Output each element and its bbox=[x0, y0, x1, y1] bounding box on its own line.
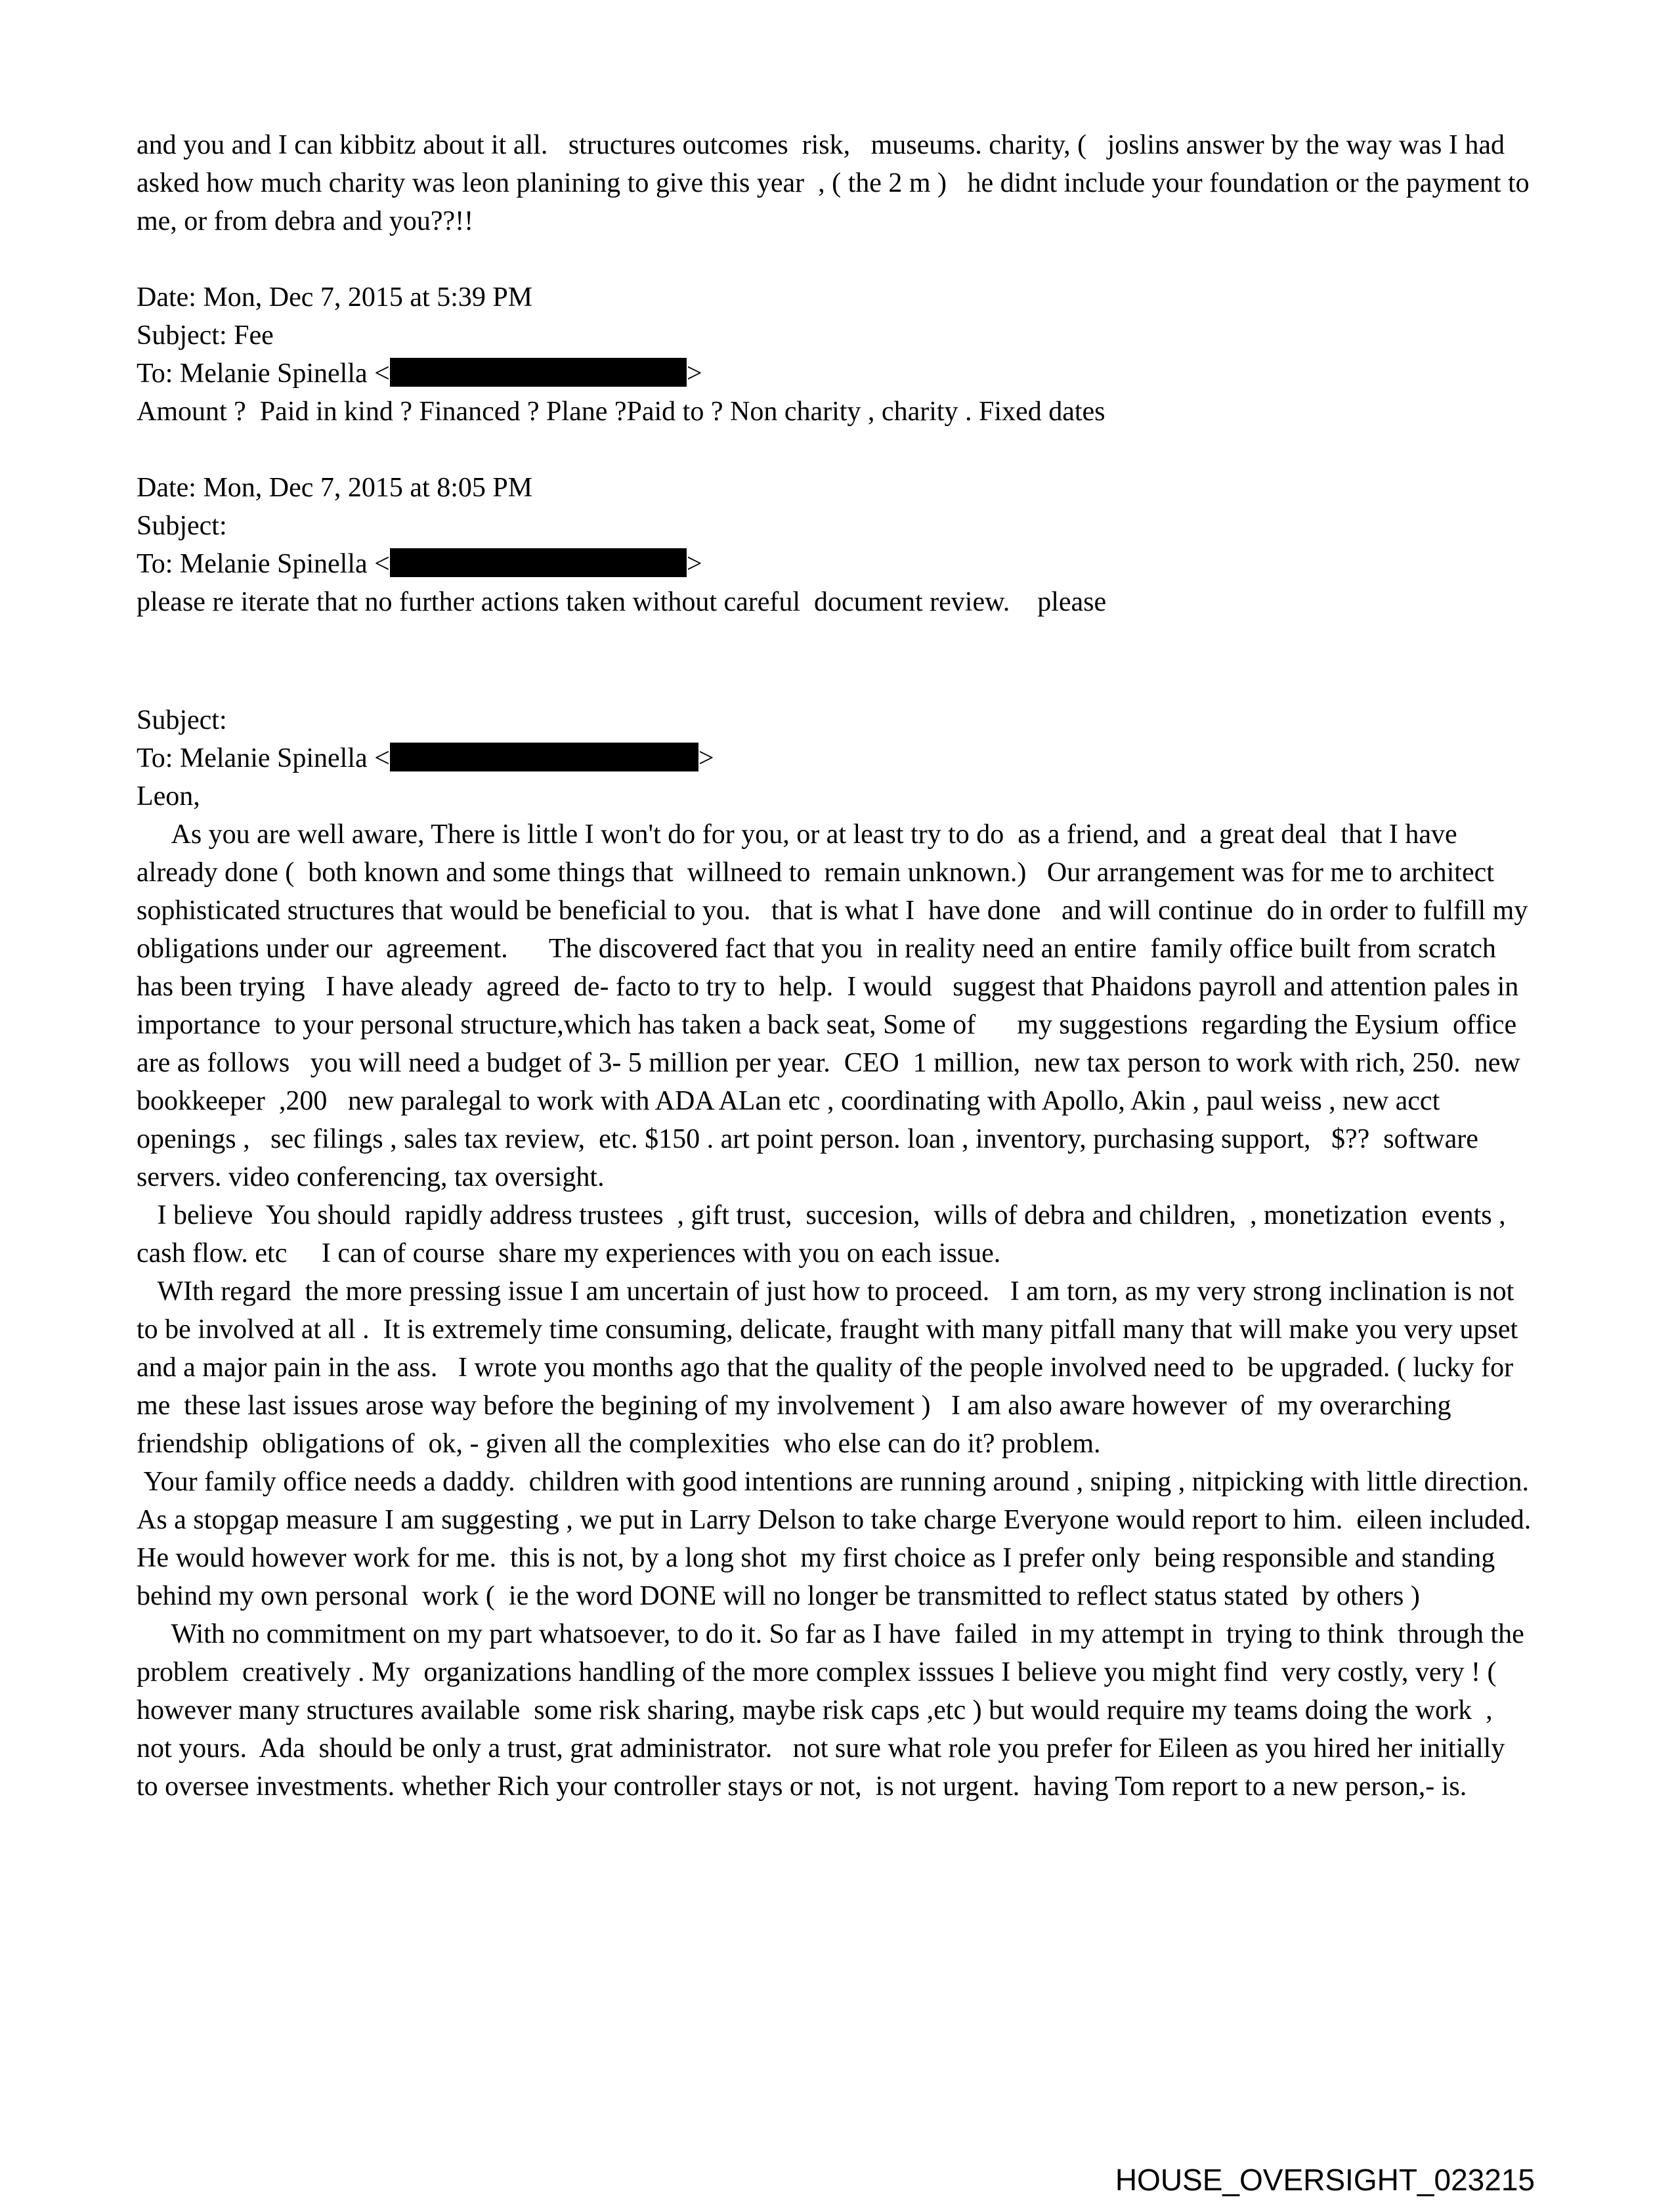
email-2-to-label: To: Melanie Spinella < bbox=[137, 549, 390, 579]
email-3-subject-line: Subject: bbox=[137, 705, 227, 735]
document-content bbox=[137, 126, 1541, 1806]
email-1-date-line: Date: Mon, Dec 7, 2015 at 5:39 PM bbox=[137, 282, 533, 313]
email-2-subject-line: Subject: bbox=[137, 511, 227, 541]
letter-paragraph: As you are well aware, There is little I won't do for you, or at least try to do as a friend, and a great deal that I have already done ( both known and some things that willneed to remain unknown.) Our arrangement was for me to architect sophisticated structures that would be beneficial to you. that is what I have done and will continue do in order to fulfill my obligations under our agreement. The discovered fact that you in reality need an entire family office built from scratch has been trying I have aleady agreed de- facto to try to help. I would suggest that Phaidons payroll and attention pales in importance to your personal structure,which has taken a back seat, Some of my suggestions regarding the Eysium office are as follows you will need a budget of 3- 5 million per year. CEO 1 million, new tax person to work with rich, 250. new bookkeeper ,200 new paralegal to work with ADA ALan etc , coordinating with Apollo, Akin , paul weiss , new acct openings , sec filings , sales tax review, etc. $150 . art point person. loan , inventory, purchasing support, $?? software servers. video conferencing, tax oversight. bbox=[137, 819, 1535, 1192]
email-header-2 bbox=[137, 469, 1532, 621]
email-3-to-label: To: Melanie Spinella < bbox=[137, 743, 390, 773]
email-1-subject-line: Subject: Fee bbox=[137, 320, 274, 351]
redaction-bar bbox=[390, 743, 698, 771]
email-1-to-label: To: Melanie Spinella < bbox=[137, 358, 390, 389]
email-3-to-suffix: > bbox=[698, 743, 714, 773]
letter-salutation: Leon, bbox=[137, 781, 200, 812]
email-1-to-line bbox=[137, 355, 1532, 393]
letter-paragraph: With no commitment on my part whatsoever, to do it. So far as I have failed in my attempt in trying to think through the problem creatively . My organizations handling of the more complex isssues I believe you might find very costly, very ! ( however many structures available some risk sharing, maybe risk caps ,etc ) but would require my teams doing the work , not yours. Ada should be only a trust, grat administrator. not sure what role you prefer for Eileen as you hired her initially to oversee investments. whether Rich your controller stays or not, is not urgent. having Tom report to a new person,- is. bbox=[137, 1619, 1532, 1802]
email-1-to-suffix: > bbox=[686, 358, 702, 389]
letter-paragraph: WIth regard the more pressing issue I am uncertain of just how to proceed. I am torn, as my very strong inclination is not to be involved at all . It is extremely time consuming, delicate, fraught with many pitfall many that will make you very upset and a major pain in the ass. I wrote you months ago that the quality of the people involved need to be upgraded. ( lucky for me these last issues arose way before the begining of my involvement ) I am also aware however of my overarching friendship obligations of ok, - given all the complexities who else can do it? problem. bbox=[137, 1276, 1525, 1459]
intro-paragraph: and you and I can kibbitz about it all. structures outcomes risk, museums. charity, ( joslins answer by the way was I had asked how much charity was leon planining to give this year , ( the 2 m ) he didnt include your foundation or the payment to me, or from debra and you??!! bbox=[137, 130, 1537, 236]
redaction-bar bbox=[390, 358, 687, 387]
letter-body bbox=[137, 815, 1541, 1806]
email-1-body: Amount ? Paid in kind ? Financed ? Plane ?Paid to ? Non charity , charity . Fixed dates bbox=[137, 397, 1105, 427]
email-2-date-line: Date: Mon, Dec 7, 2015 at 8:05 PM bbox=[137, 473, 533, 503]
letter-paragraph: I believe You should rapidly address trustees , gift trust, succesion, wills of debra and children, , monetization events , cash flow. etc I can of course share my experiences with you on each issue. bbox=[137, 1200, 1513, 1269]
letter-paragraph: Your family office needs a daddy. children with good intentions are running around , sniping , nitpicking with little direction. As a stopgap measure I am suggesting , we put in Larry Delson to take charge Everyone would report to him. eileen included. He would however work for me. this is not, by a long shot my first choice as I prefer only being responsible and standing behind my own personal work ( ie the word DONE will no longer be transmitted to reflect status stated by others ) bbox=[137, 1467, 1541, 1611]
email-header-1 bbox=[137, 278, 1532, 431]
email-2-to-line bbox=[137, 545, 1532, 583]
email-2-body: please re iterate that no further actions taken without careful document review. please bbox=[137, 587, 1107, 617]
email-header-3 bbox=[137, 701, 1532, 815]
redaction-bar bbox=[390, 548, 687, 577]
email-2-to-suffix: > bbox=[686, 549, 702, 579]
bates-number: HOUSE_OVERSIGHT_023215 bbox=[1115, 2163, 1535, 2197]
email-3-to-line bbox=[137, 739, 1532, 777]
